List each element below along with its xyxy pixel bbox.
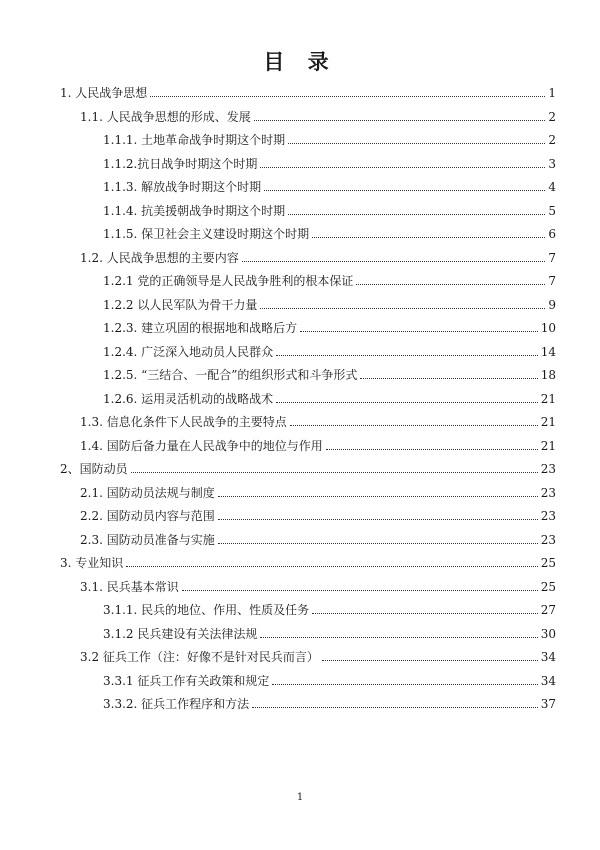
toc-entry-page: 27 [540,603,556,617]
toc-entry[interactable] [0,292,556,312]
dot-leader [126,566,537,567]
toc-entry[interactable] [0,339,556,359]
toc-entry-title: 3. 专业知识 [60,556,124,570]
document-title: 目 录 [263,49,337,74]
toc-entry-page: 7 [548,250,556,265]
toc-entry[interactable] [0,433,556,453]
dot-leader [254,120,546,121]
toc-entry[interactable] [0,621,556,641]
dot-leader [312,613,538,614]
toc-entry-title: 2.2. 国防动员内容与范围 [80,509,215,523]
toc-entry-title: 3.1.2 民兵建设有关法律法规 [103,626,258,641]
dot-leader [264,190,545,191]
dot-leader [218,543,538,544]
dot-leader [322,660,538,661]
toc-entry-page: 3 [548,156,556,171]
toc-entry[interactable] [0,550,556,570]
toc-entry[interactable] [0,245,556,265]
dot-leader [276,355,538,356]
toc-entry-title: 1.2. 人民战争思想的主要内容 [80,250,239,265]
toc-entry-title: 3.2 征兵工作（注：好像不是针对民兵而言） [80,650,319,664]
toc-entry-title: 1.1.1. 土地革命战争时期这个时期 [103,133,286,147]
toc-entry[interactable] [0,668,556,688]
toc-entry-page: 10 [540,321,556,335]
toc-entry[interactable] [0,691,556,711]
toc-entry-title: 1.2.2 以人民军队为骨干力量 [103,297,258,312]
toc-entry[interactable] [0,268,556,288]
toc-entry[interactable] [0,644,556,664]
toc-entry-title: 3.1. 民兵基本常识 [80,579,179,594]
toc-entry-title: 1.2.5. “三结合、一配合”的组织形式和斗争形式 [103,368,358,382]
toc-entry-title: 2、国防动员 [60,462,128,476]
toc-entry-title: 1.2.1 党的正确领导是人民战争胜利的根本保证 [103,274,354,288]
toc-entry-page: 18 [540,368,556,382]
dot-leader [300,331,538,332]
toc-entry[interactable] [0,174,556,194]
toc-entry-title: 2.1. 国防动员法规与制度 [80,485,215,500]
dot-leader [150,96,545,97]
toc-entry-title: 3.3.1 征兵工作有关政策和规定 [103,673,270,688]
dot-leader [218,519,538,520]
toc-entry-page: 23 [540,462,556,476]
toc-entry-title: 1.1.3. 解放战争时期这个时期 [103,180,262,194]
toc-entry[interactable] [0,80,556,100]
toc-entry-title: 1.2.3. 建立巩固的根据地和战略后方 [103,321,298,335]
toc-entry-title: 1.1.5. 保卫社会主义建设时期这个时期 [103,227,310,241]
toc-entry-page: 6 [548,227,556,241]
dot-leader [288,214,545,215]
toc-entry[interactable] [0,456,556,476]
toc-entry-title: 1.3. 信息化条件下人民战争的主要特点 [80,415,287,429]
toc-entry-page: 34 [540,673,556,688]
toc-entry[interactable] [0,409,556,429]
toc-entry-title: 1.2.4. 广泛深入地动员人民群众 [103,344,274,359]
toc-entry-page: 2 [548,133,556,147]
toc-entry[interactable] [0,386,556,406]
toc-entry-page: 4 [548,180,556,194]
dot-leader [218,496,538,497]
toc-entry[interactable] [0,362,556,382]
toc-entry[interactable] [0,221,556,241]
toc-entry-title: 1.1.2.抗日战争时期这个时期 [103,156,258,171]
toc-entry-title: 1. 人民战争思想 [60,86,148,100]
toc-entry-page: 2 [548,109,556,124]
toc-entry-page: 21 [540,391,556,406]
toc-entry-title: 3.3.2. 征兵工作程序和方法 [103,697,250,711]
dot-leader [131,472,538,473]
toc-entry[interactable] [0,574,556,594]
toc-entry-title: 1.1. 人民战争思想的形成、发展 [80,109,251,124]
toc-entry[interactable] [0,198,556,218]
dot-leader [242,261,546,262]
toc-entry-page: 1 [548,86,556,100]
dot-leader [290,425,538,426]
toc-entry-title: 1.4. 国防后备力量在人民战争中的地位与作用 [80,438,323,453]
toc-entry-page: 7 [548,274,556,288]
toc-entry-page: 25 [540,556,556,570]
dot-leader [260,308,545,309]
toc-entry-page: 25 [540,579,556,594]
dot-leader [272,684,537,685]
toc-entry-page: 23 [540,532,556,547]
toc-entry-page: 37 [540,697,556,711]
page-number: 1 [296,792,304,803]
toc-entry[interactable] [0,527,556,547]
toc-entry-page: 14 [540,344,556,359]
toc-entry-page: 34 [540,650,556,664]
dot-leader [312,237,545,238]
toc-entry[interactable] [0,480,556,500]
toc-entry[interactable] [0,127,556,147]
toc-entry-page: 21 [540,438,556,453]
dot-leader [360,378,537,379]
toc-entry[interactable] [0,315,556,335]
dot-leader [260,167,545,168]
dot-leader [260,637,537,638]
toc-entry-title: 3.1.1. 民兵的地位、作用、性质及任务 [103,603,310,617]
toc-entry-title: 1.1.4. 抗美援朝战争时期这个时期 [103,203,286,218]
toc-entry[interactable] [0,151,556,171]
toc-entry-title: 2.3. 国防动员准备与实施 [80,532,215,547]
toc-entry-page: 23 [540,485,556,500]
dot-leader [182,590,538,591]
toc-entry-page: 21 [540,415,556,429]
toc-entry-title: 1.2.6. 运用灵活机动的战略战术 [103,391,274,406]
toc-entry[interactable] [0,597,556,617]
dot-leader [326,449,538,450]
dot-leader [276,402,538,403]
toc-entry-page: 23 [540,509,556,523]
toc-entry[interactable] [0,503,556,523]
toc-entry-page: 5 [548,203,556,218]
toc-entry-page: 9 [548,297,556,312]
toc-entry-page: 30 [540,626,556,641]
dot-leader [356,284,545,285]
dot-leader [288,143,545,144]
dot-leader [252,707,538,708]
toc-entry[interactable] [0,104,556,124]
